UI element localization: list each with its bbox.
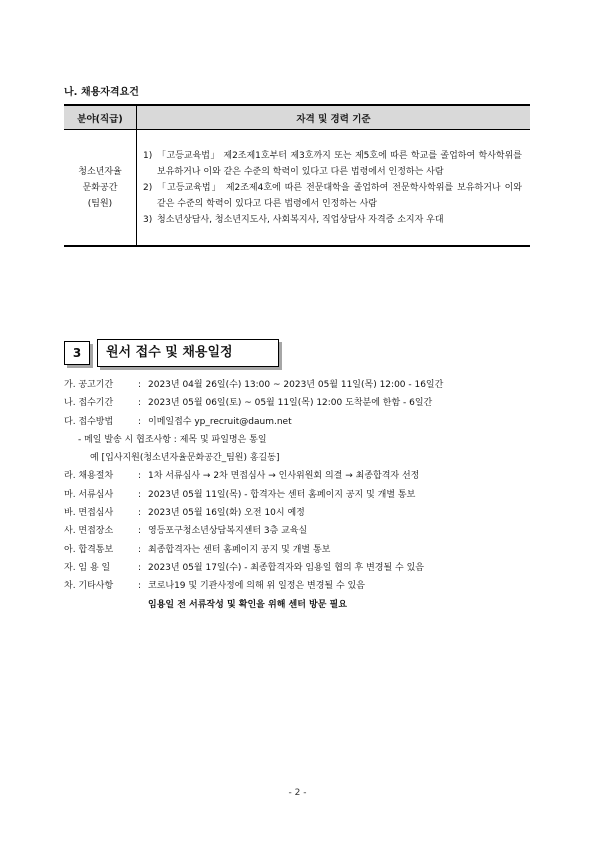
- schedule-row: [64, 541, 534, 559]
- field-line: (팀원): [87, 198, 113, 209]
- item-text: 청소년상담사, 청소년지도사, 사회복지사, 직업상담사 자격증 소지자 우대: [157, 214, 444, 225]
- schedule-colon: :: [138, 562, 142, 573]
- schedule-colon: :: [138, 416, 142, 427]
- schedule-label: 다. 접수방법: [64, 416, 114, 427]
- schedule-colon: :: [138, 471, 142, 482]
- section-title-box: [97, 339, 279, 367]
- schedule-list: [64, 376, 534, 614]
- list-item: [143, 212, 522, 228]
- list-item: [143, 180, 522, 212]
- section-title-schedule: 원서 접수 및 채용일정: [106, 345, 233, 360]
- schedule-row: [64, 486, 534, 504]
- item-number: 3): [143, 214, 153, 225]
- page-number: - 2 -: [288, 788, 307, 798]
- schedule-colon: :: [138, 398, 142, 409]
- schedule-label: 바. 면접심사: [64, 508, 114, 519]
- schedule-value: 코로나19 및 기관사정에 의해 위 일정은 변경될 수 있음: [148, 581, 365, 592]
- item-number: 1): [143, 150, 153, 161]
- table-row: [64, 130, 530, 247]
- schedule-colon: :: [138, 544, 142, 555]
- schedule-label: 차. 기타사항: [64, 581, 114, 592]
- schedule-row: [64, 504, 534, 522]
- schedule-label: 마. 서류심사: [64, 489, 114, 500]
- schedule-value: 2023년 05월 17일(수) - 최종합격자와 임용일 협의 후 변경될 수 있음: [148, 562, 424, 573]
- schedule-value: 2023년 04월 26일(수) 13:00 ~ 2023년 05월 11일(목) 12:00 - 16일간: [148, 380, 444, 390]
- section-title-qualifications: 나. 채용자격요건: [64, 87, 139, 98]
- item-text: 「고등교육법」 제2조제1호부터 제3호까지 또는 제5호에 따른 학교를 졸업하여 학사학위를 보유하거나 이와 같은 수준의 학력이 있다고 다른 법령에서 인정하는 사람: [157, 150, 522, 177]
- item-number: 2): [143, 182, 153, 193]
- schedule-colon: :: [138, 526, 142, 537]
- schedule-sub-note-example: 예 [입사지원(청소년자율문화공간_팀원) 홍길동]: [90, 453, 280, 464]
- schedule-label: 가. 공고기간: [64, 380, 114, 390]
- schedule-colon: :: [138, 581, 142, 592]
- list-item: [143, 148, 522, 180]
- schedule-row: [64, 577, 534, 595]
- table-header-row: [64, 105, 530, 130]
- schedule-row: [64, 413, 534, 431]
- schedule-colon: :: [138, 380, 142, 390]
- schedule-value-email: 이메일접수 yp_recruit@daum.net: [148, 416, 292, 427]
- section-number-box: 3: [64, 341, 90, 365]
- schedule-value: 2023년 05월 11일(목) - 합격자는 센터 홈페이지 공지 및 개별 통보: [148, 489, 416, 500]
- item-text: 「고등교육법」 제2조제4호에 따른 전문대학을 졸업하여 전문학사학위를 보유하거나 이와 같은 수준의 학력이 있다고 다른 법령에서 인정하는 사람: [157, 182, 522, 209]
- field-cell: [64, 130, 137, 247]
- schedule-label: 나. 접수기간: [64, 398, 114, 409]
- schedule-colon: :: [138, 508, 142, 519]
- criteria-cell: [137, 130, 531, 247]
- header-criteria: 자격 및 경력 기준: [137, 105, 531, 130]
- schedule-label: 라. 채용절차: [64, 471, 114, 482]
- schedule-value: 2023년 05월 06일(토) ~ 05월 11일(목) 12:00 도착분에 한함 - 6일간: [148, 398, 433, 409]
- schedule-row: [64, 467, 534, 485]
- schedule-colon: :: [138, 489, 142, 500]
- schedule-value: 최종합격자는 센터 홈페이지 공지 및 개별 통보: [148, 544, 331, 555]
- schedule-label: 아. 합격통보: [64, 544, 114, 555]
- schedule-label: 사. 면접장소: [64, 526, 114, 537]
- qualifications-table: [64, 104, 530, 247]
- schedule-label: 자. 임 용 일: [64, 562, 111, 573]
- schedule-value: 2023년 05월 16일(화) 오전 10시 예정: [148, 508, 305, 519]
- schedule-row: [64, 394, 534, 412]
- header-field: 분야(직급): [64, 105, 137, 130]
- schedule-row: [64, 559, 534, 577]
- schedule-emphasis-note: 임용일 전 서류작성 및 확인을 위해 센터 방문 필요: [148, 599, 347, 610]
- schedule-value: 영등포구청소년상담복지센터 3층 교육실: [148, 526, 308, 537]
- schedule-row: [64, 522, 534, 540]
- schedule-value: 1차 서류심사 → 2차 면접심사 → 인사위원회 의결 → 최종합격자 선정: [148, 471, 420, 482]
- field-line: 문화공간: [82, 182, 118, 193]
- schedule-sub-note: - 메일 발송 시 협조사항 : 제목 및 파일명은 통일: [78, 434, 267, 445]
- schedule-row: [64, 376, 534, 394]
- field-line: 청소년자율: [78, 166, 122, 177]
